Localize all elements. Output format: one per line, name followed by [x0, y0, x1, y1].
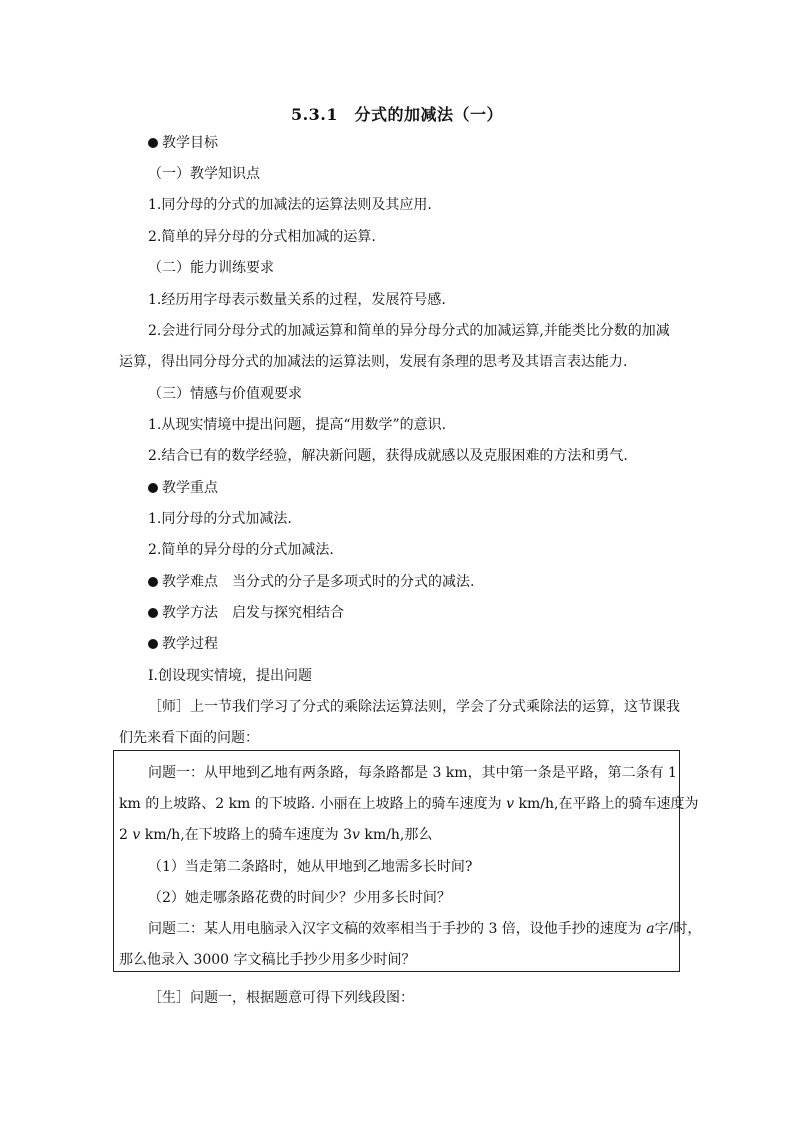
- ability-heading: （二）能力训练要求: [148, 260, 274, 276]
- bullet-icon: [148, 483, 158, 493]
- ability-item-2: 2.会进行同分母分式的加减运算和简单的异分母分式的加减运算,并能类比分数的加减: [148, 323, 670, 339]
- difficulty-line: 教学难点 当分式的分子是多项式时的分式的减法.: [148, 573, 474, 591]
- teacher-paragraph: ［师］上一节我们学习了分式的乘除法运算法则，学会了分式乘除法的运算，这节课我: [148, 699, 680, 715]
- problem-1-line-1: 问题一：从甲地到乙地有两条路，每条路都是 3 km，其中第一条是平路，第二条有 1: [148, 765, 677, 781]
- bullet-icon: [148, 608, 158, 618]
- problem-2-line-1: 问题二：某人用电脑录入汉字文稿的效率相当于手抄的 3 倍，设他手抄的速度为 a字/时，: [148, 921, 702, 937]
- bullet-icon: [148, 577, 158, 587]
- student-answer: ［生］问题一，根据题意可得下列线段图：: [148, 990, 414, 1006]
- teacher-paragraph-cont: 们先来看下面的问题：: [119, 730, 259, 746]
- sub-question-1: （1）当走第二条路时，她从甲地到乙地需多长时间?: [148, 859, 473, 875]
- method-line: 教学方法 启发与探究相结合: [148, 604, 344, 622]
- objectives-heading: 教学目标: [148, 134, 218, 152]
- emotion-item-2: 2.结合已有的数学经验，解决新问题，获得成就感以及克服困难的方法和勇气.: [148, 448, 628, 464]
- page-title: 5.3.1 分式的加减法（一）: [290, 105, 504, 124]
- key-heading: 教学重点: [148, 479, 218, 497]
- emotion-item-1: 1.从现实情境中提出问题，提高“用数学”的意识.: [148, 417, 447, 433]
- bullet-icon: [148, 639, 158, 649]
- key-item-1: 1.同分母的分式加减法.: [148, 511, 292, 527]
- knowledge-item-1: 1.同分母的分式的加减法的运算法则及其应用.: [148, 197, 432, 213]
- knowledge-heading: （一）教学知识点: [148, 166, 260, 182]
- problem-2-line-2: 那么他录入 3000 字文稿比手抄少用多少时间？: [119, 952, 416, 968]
- section-1-heading: Ⅰ.创设现实情境，提出问题: [148, 668, 312, 684]
- bullet-icon: [148, 138, 158, 148]
- problem-1-line-2: km 的上坡路、2 km 的下坡路. 小丽在上坡路上的骑车速度为 v km/h,在平路上的骑车速度为: [119, 796, 699, 812]
- knowledge-item-2: 2.简单的异分母的分式相加减的运算.: [148, 229, 376, 245]
- sub-question-2: （2）她走哪条路花费的时间少？少用多长时间？: [148, 890, 451, 906]
- ability-item-2-cont: 运算，得出同分母分式的加减法的运算法则，发展有条理的思考及其语言表达能力.: [119, 354, 628, 370]
- key-item-2: 2.简单的异分母的分式加减法.: [148, 542, 334, 558]
- emotion-heading: （三）情感与价值观要求: [148, 386, 302, 402]
- process-heading: 教学过程: [148, 635, 218, 653]
- problem-1-line-3: 2 v km/h,在下坡路上的骑车速度为 3v km/h,那么: [119, 827, 433, 843]
- ability-item-1: 1.经历用字母表示数量关系的过程，发展符号感.: [148, 292, 446, 308]
